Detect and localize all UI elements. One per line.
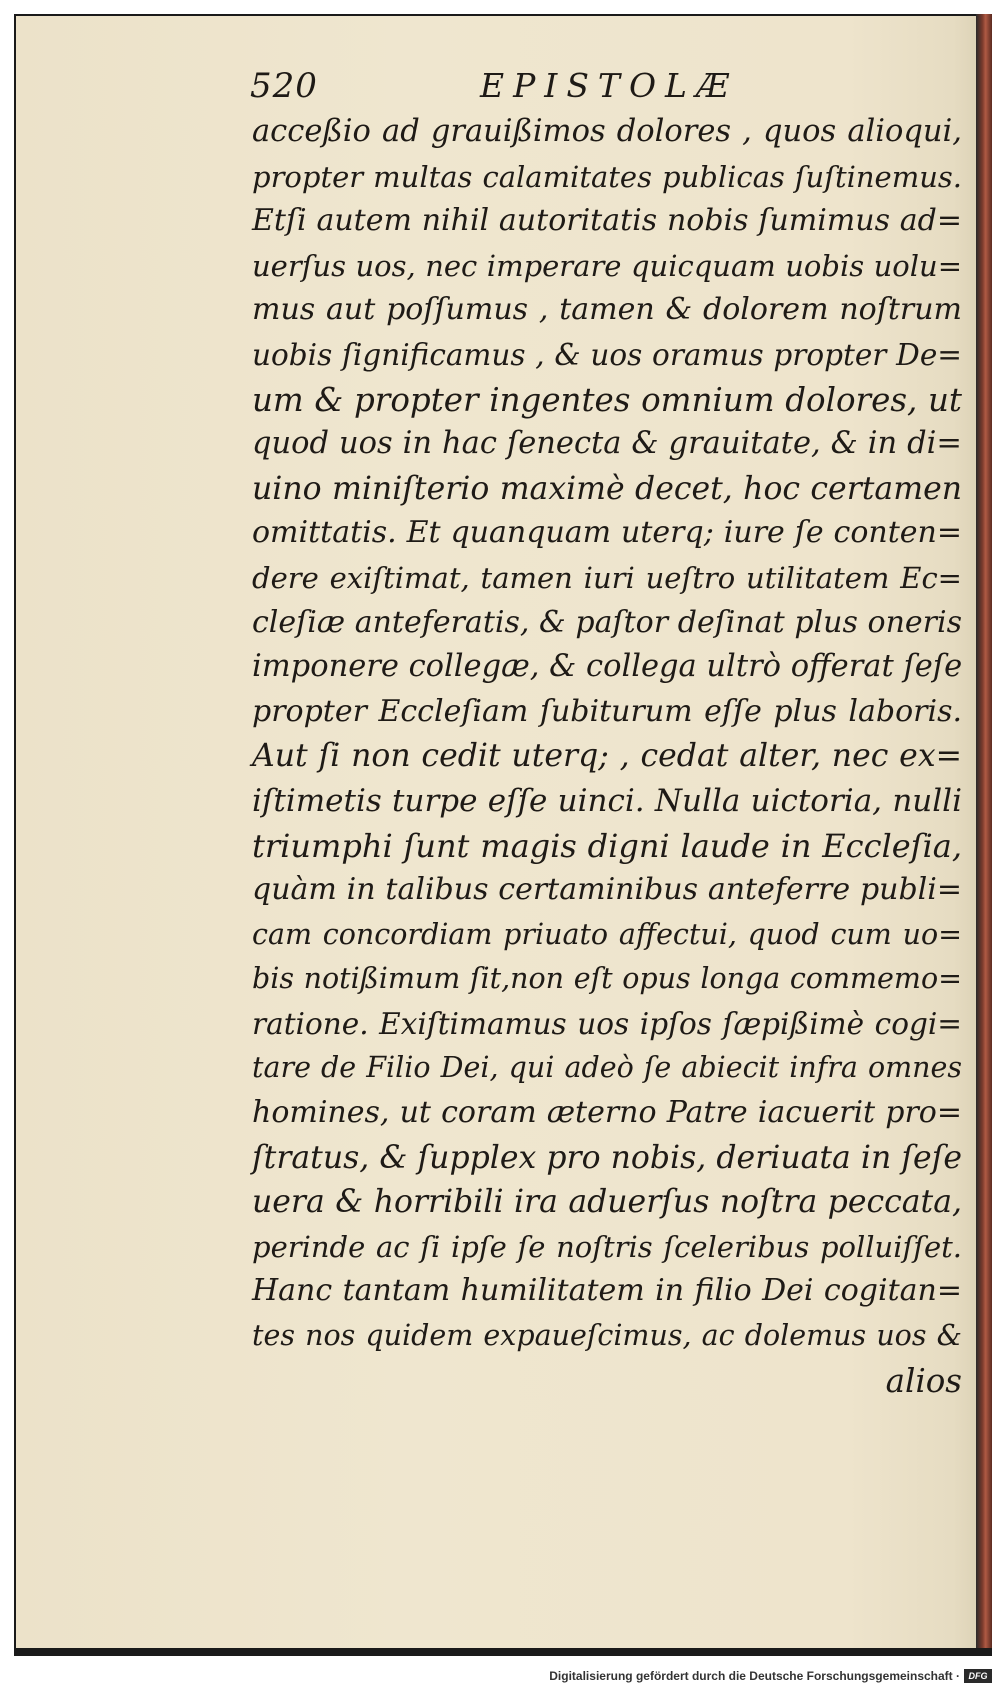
catchword: alios [885, 1361, 962, 1400]
text-line: iſtimetis turpe eſſe uinci. Nulla uictoria, nulli [252, 782, 962, 819]
text-line: quod uos in hac ſenecta & grauitate, & in di= [252, 426, 962, 462]
book-edge [976, 14, 992, 1656]
text-line: propter multas calamitates publicas ſuſtinemus. [252, 159, 962, 194]
digitization-footer [0, 1666, 1000, 1688]
page-number: 520 [250, 66, 318, 106]
text-line: uerſus uos, nec imperare quicquam uobis uolu= [252, 248, 962, 283]
text-line: dere exiſtimat, tamen iuri ueſtro utilitatem Ec= [252, 560, 962, 595]
body-text [252, 110, 962, 1403]
running-head: EPISTOLÆ [480, 66, 738, 105]
text-line: ſtratus, & ſupplex pro nobis, deriuata in ſeſe [252, 1139, 962, 1176]
text-line: um & propter ingentes omnium dolores, ut [252, 380, 962, 419]
text-line: Etſi autem nihil autoritatis nobis ſumimus ad= [252, 203, 962, 239]
text-line: ratione. Exiſtimamus uos ipſos ſæpißimè cogi= [252, 1006, 962, 1041]
funding-credit: Digitalisierung gefördert durch die Deutsche Forschungsgemeinschaft · [549, 1669, 960, 1683]
text-line: Aut ſi non cedit uterq; , cedat alter, nec ex= [252, 738, 962, 775]
text-line: acceßio ad grauißimos dolores , quos alioqui, [252, 114, 962, 149]
text-line: triumphi ſunt magis digni laude in Eccleſia, [252, 826, 962, 865]
text-line: quàm in talibus certaminibus anteferre publi= [252, 872, 962, 908]
text-line: imponere collegæ, & collega ultrò offerat ſeſe [252, 649, 963, 685]
text-line: uobis ſignificamus , & uos oramus propter De= [252, 337, 962, 372]
text-line: tes nos quidem expaueſcimus, ac dolemus uos & [252, 1319, 962, 1353]
text-line: mus aut poſſumus , tamen & dolorem noſtrum [252, 292, 962, 328]
text-line: uino miniſterio maximè decet, hoc certamen [252, 470, 962, 507]
text-line: bis notißimum ſit,non eſt opus longa commemo= [252, 962, 962, 996]
text-line: cam concordiam priuato affectui, quod cum uo= [252, 917, 962, 951]
text-line: propter Eccleſiam ſubiturum eſſe plus laboris. [252, 693, 962, 729]
text-line: tare de Filio Dei, qui adeò ſe abiecit infra omnes [252, 1051, 962, 1085]
text-line: perinde ac ſi ipſe ſe noſtris ſceleribus polluiſſet. [252, 1229, 962, 1264]
text-line: homines, ut coram æterno Patre iacuerit pro= [252, 1095, 962, 1131]
dfg-logo[interactable]: DFG [964, 1669, 992, 1683]
text-line: Hanc tantam humilitatem in filio Dei cogitan= [252, 1273, 962, 1309]
page-bottom-edge [14, 1648, 992, 1656]
text-line: cleſiæ anteferatis, & paſtor deſinat plus oneris [252, 604, 962, 640]
text-line: omittatis. Et quanquam uterq; iure ſe conten= [252, 515, 962, 551]
text-line: uera & horribili ira aduerſus noſtra peccata, [252, 1184, 962, 1221]
